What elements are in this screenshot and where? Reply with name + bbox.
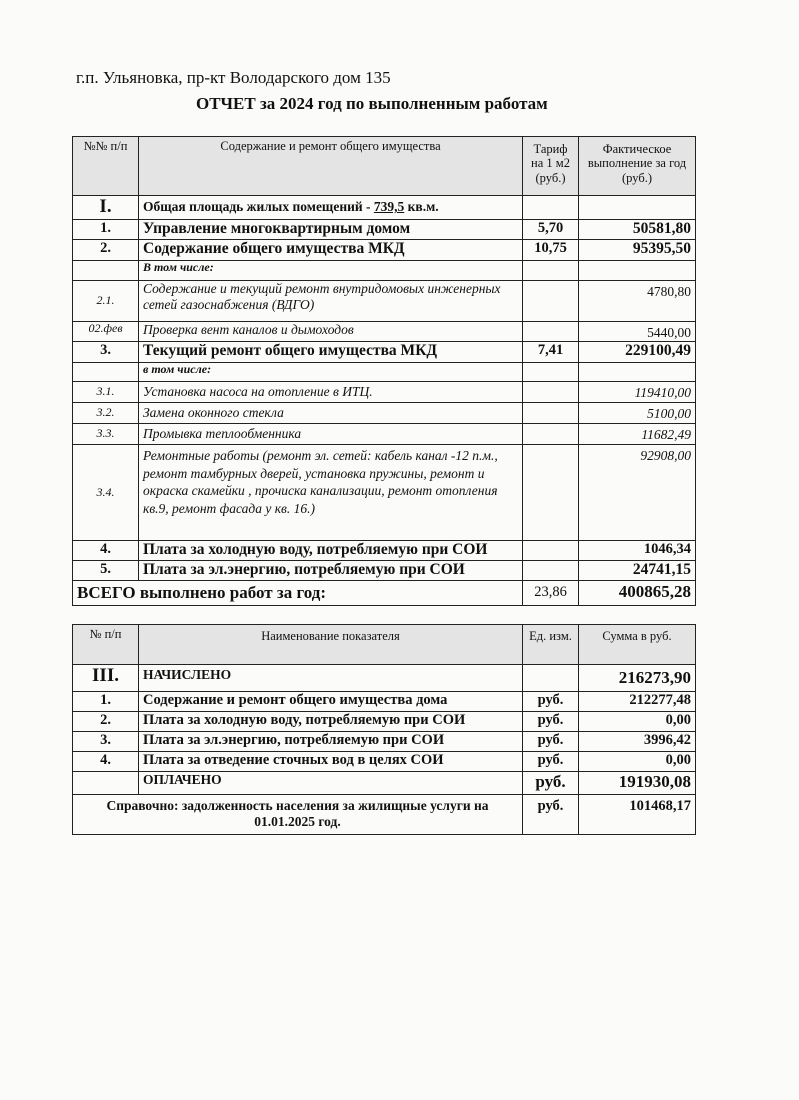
table-row bbox=[73, 382, 696, 403]
row-number: 2.1. bbox=[73, 281, 139, 322]
col-header-num: № п/п bbox=[73, 625, 139, 665]
row-label: Плата за холодную воду, потребляемую при СОИ bbox=[139, 541, 523, 561]
section-number: I. bbox=[73, 196, 139, 220]
report-table bbox=[72, 136, 696, 606]
paid-row bbox=[73, 772, 696, 795]
row-unit: руб. bbox=[523, 692, 579, 712]
debt-row bbox=[73, 795, 696, 835]
col-header-name: Наименование показателя bbox=[139, 625, 523, 665]
subheader-label: в том числе: bbox=[139, 363, 523, 382]
row-label: Текущий ремонт общего имущества МКД bbox=[139, 342, 523, 363]
report-table-header bbox=[73, 137, 696, 196]
row-value: 119410,00 bbox=[579, 382, 696, 403]
table-row bbox=[73, 281, 696, 322]
accrual-section-row bbox=[73, 665, 696, 692]
total-row bbox=[73, 581, 696, 606]
row-label: Содержание общего имущества МКД bbox=[139, 240, 523, 261]
row-label: Промывка теплообменника bbox=[139, 424, 523, 445]
row-label: Плата за отведение сточных вод в целях СОИ bbox=[139, 752, 523, 772]
row-label: Замена оконного стекла bbox=[139, 403, 523, 424]
col-header-sum: Сумма в руб. bbox=[579, 625, 696, 665]
table-row bbox=[73, 732, 696, 752]
row-label: Проверка вент каналов и дымоходов bbox=[139, 322, 523, 342]
subheader-row bbox=[73, 261, 696, 281]
row-tariff: 5,70 bbox=[523, 220, 579, 240]
row-number: 02.фев bbox=[73, 322, 139, 342]
row-value: 212277,48 bbox=[579, 692, 696, 712]
row-tariff: 7,41 bbox=[523, 342, 579, 363]
row-label: Управление многоквартирным домом bbox=[139, 220, 523, 240]
total-value: 400865,28 bbox=[579, 581, 696, 606]
subheader-label: В том числе: bbox=[139, 261, 523, 281]
table-row bbox=[73, 445, 696, 541]
table-row bbox=[73, 403, 696, 424]
col-header-unit: Ед. изм. bbox=[523, 625, 579, 665]
debt-value: 101468,17 bbox=[579, 795, 696, 835]
table-row bbox=[73, 712, 696, 732]
row-number: 3.1. bbox=[73, 382, 139, 403]
table-row bbox=[73, 541, 696, 561]
row-tariff: 10,75 bbox=[523, 240, 579, 261]
row-number: 3. bbox=[73, 732, 139, 752]
row-value: 50581,80 bbox=[579, 220, 696, 240]
col-header-num: №№ п/п bbox=[73, 137, 139, 196]
row-number: 4. bbox=[73, 541, 139, 561]
accrual-table bbox=[72, 624, 696, 835]
row-unit: руб. bbox=[523, 752, 579, 772]
table-row bbox=[73, 342, 696, 363]
row-number: 3.2. bbox=[73, 403, 139, 424]
row-number: 2. bbox=[73, 240, 139, 261]
debt-label: Справочно: задолженность населения за жилищные услуги на 01.01.2025 год. bbox=[73, 795, 523, 835]
section-row bbox=[73, 196, 696, 220]
row-value: 95395,50 bbox=[579, 240, 696, 261]
row-number: 2. bbox=[73, 712, 139, 732]
row-number: 3.3. bbox=[73, 424, 139, 445]
section-label: НАЧИСЛЕНО bbox=[139, 665, 523, 692]
row-value: 5440,00 bbox=[579, 322, 696, 342]
col-header-actual: Фактическое выполнение за год (руб.) bbox=[579, 137, 696, 196]
row-label: Установка насоса на отопление в ИТЦ. bbox=[139, 382, 523, 403]
row-label: Плата за холодную воду, потребляемую при СОИ bbox=[139, 712, 523, 732]
row-label: Ремонтные работы (ремонт эл. сетей: кабель канал -12 п.м., ремонт тамбурных дверей, установка пружины, ремонт и окраска скамейки , прочиска канализации, ремонт отопления кв.9, ремонт фасада у кв. 16.) bbox=[139, 445, 523, 541]
row-value: 5100,00 bbox=[579, 403, 696, 424]
row-label: Содержание и текущий ремонт внутридомовых инженерных сетей газоснабжения (ВДГО) bbox=[139, 281, 523, 322]
row-number: 1. bbox=[73, 692, 139, 712]
row-value: 24741,15 bbox=[579, 561, 696, 581]
row-value: 1046,34 bbox=[579, 541, 696, 561]
row-label: Плата за эл.энергию, потребляемую при СОИ bbox=[139, 732, 523, 752]
accrual-table-header bbox=[73, 625, 696, 665]
col-header-tariff: Тариф на 1 м2 (руб.) bbox=[523, 137, 579, 196]
section-label bbox=[139, 196, 523, 220]
row-value: 92908,00 bbox=[579, 445, 696, 541]
total-tariff: 23,86 bbox=[523, 581, 579, 606]
table-row bbox=[73, 424, 696, 445]
table-row bbox=[73, 322, 696, 342]
table-row bbox=[73, 220, 696, 240]
total-label: ВСЕГО выполнено работ за год: bbox=[73, 581, 523, 606]
table-row bbox=[73, 240, 696, 261]
row-label: Плата за эл.энергию, потребляемую при СОИ bbox=[139, 561, 523, 581]
paid-label: ОПЛАЧЕНО bbox=[139, 772, 523, 795]
section-number: III. bbox=[73, 665, 139, 692]
row-number: 3. bbox=[73, 342, 139, 363]
row-value: 229100,49 bbox=[579, 342, 696, 363]
row-value: 0,00 bbox=[579, 752, 696, 772]
area-unit: кв.м. bbox=[404, 199, 439, 214]
col-header-content: Содержание и ремонт общего имущества bbox=[139, 137, 523, 196]
row-number: 5. bbox=[73, 561, 139, 581]
row-number: 3.4. bbox=[73, 445, 139, 541]
row-value: 11682,49 bbox=[579, 424, 696, 445]
subheader-row bbox=[73, 363, 696, 382]
address-line: г.п. Ульяновка, пр-кт Володарского дом 135 bbox=[76, 68, 391, 87]
row-value: 4780,80 bbox=[579, 281, 696, 322]
row-label: Содержание и ремонт общего имущества дома bbox=[139, 692, 523, 712]
report-title: ОТЧЕТ за 2024 год по выполненным работам bbox=[196, 94, 548, 113]
paid-value: 191930,08 bbox=[579, 772, 696, 795]
row-value: 0,00 bbox=[579, 712, 696, 732]
row-number: 4. bbox=[73, 752, 139, 772]
area-value: 739,5 bbox=[373, 199, 405, 214]
area-label: Общая площадь жилых помещений - bbox=[143, 199, 374, 214]
table-row bbox=[73, 561, 696, 581]
row-number: 1. bbox=[73, 220, 139, 240]
paid-unit: руб. bbox=[523, 772, 579, 795]
row-unit: руб. bbox=[523, 712, 579, 732]
row-unit: руб. bbox=[523, 732, 579, 752]
table-row bbox=[73, 692, 696, 712]
row-value: 3996,42 bbox=[579, 732, 696, 752]
section-value: 216273,90 bbox=[579, 665, 696, 692]
debt-unit: руб. bbox=[523, 795, 579, 835]
table-row bbox=[73, 752, 696, 772]
